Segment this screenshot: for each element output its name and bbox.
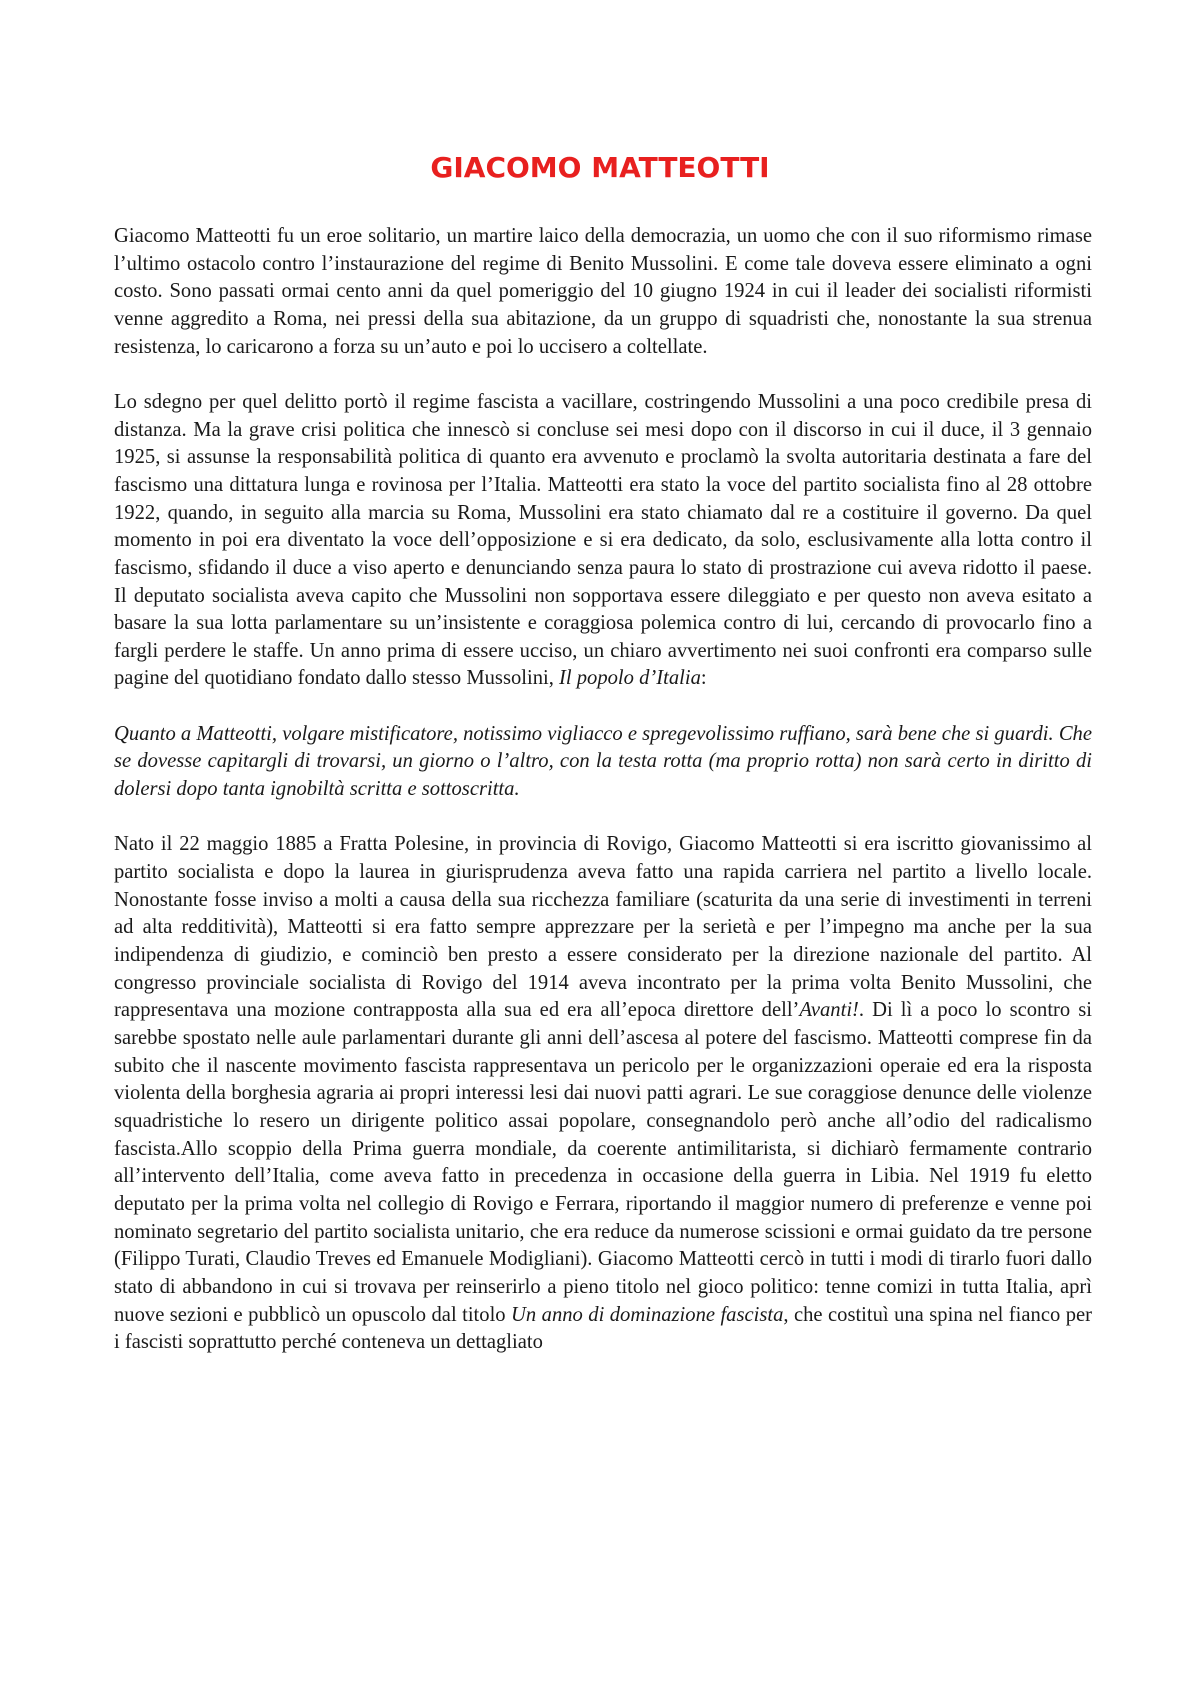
text-run: . Di lì a poco lo scontro si sarebbe spostato nelle aule parlamentari durante gli anni dell’ascesa al potere del fascismo. Matteotti comprese fin da subito che il nascente movimento fascista rappresentava un pericolo per le organizzazioni operaie ed era la risposta violenta della borghesia agraria ai propri interessi lesi dai nuovi patti agrari. Le sue coraggiose denunce delle violenze squadristiche lo resero un dirigente politico assai popolare, consegnandolo però anche all’odio del radicalismo fascista.Allo scoppio della Prima guerra mondiale, da coerente antimilitarista, si dichiarò fermamente contrario all’intervento dell’Italia, come aveva fatto in precedenza in occasione della guerra in Libia. Nel 1919 fu eletto deputato per la prima volta nel collegio di Rovigo e Ferrara, riportando il maggior numero di preferenze e venne poi nominato segretario del partito socialista unitario, che era reduce da numerose scissioni e ormai guidato da tre persone (Filippo Turati, Claudio Treves ed Emanuele Modigliani). Giacomo Matteotti cercò in tutti i modi di tirarlo fuori dallo stato di abbandono in cui si trovava per reinserirlo a pieno titolo nel gioco politico: tenne comizi in tutta Italia, aprì nuove sezioni e pubblicò un opuscolo dal titolo	[114, 999, 1092, 1326]
text-run: Lo sdegno per quel delitto portò il regime fascista a vacillare, costringendo Mussolini a una poco credibile presa di distanza. Ma la grave crisi politica che innescò si concluse sei mesi dopo con il discorso in cui il duce, il 3 gennaio 1925, si assunse la responsabilità politica di quanto era avvenuto e proclamò la svolta autoritaria destinata a fare del fascismo una dittatura lunga e rovinosa per l’Italia. Matteotti era stato la voce del partito socialista fino al 28 ottobre 1922, quando, in seguito alla marcia su Roma, Mussolini era stato chiamato dal re a costituire il governo. Da quel momento in poi era diventato la voce dell’opposizione e si era dedicato, da solo, esclusivamente alla lotta contro il fascismo, sfidando il duce a viso aperto e denunciando senza paura lo stato di prostrazione cui aveva ridotto il paese. Il deputato socialista aveva capito che Mussolini non sopportava essere dileggiato e per questo non aveva esitato a basare la sua lotta parlamentare su un’insistente e coraggiosa polemica contro di lui, cercando di provocarlo fino a fargli perdere le staffe. Un anno prima di essere ucciso, un chiaro avvertimento nei suoi confronti era comparso sulle pagine del quotidiano fondato dallo stesso Mussolini,	[114, 390, 1092, 690]
newspaper-title: Il popolo d’Italia	[559, 667, 701, 690]
quote-text: Quanto a Matteotti, volgare mistificatore, notissimo vigliacco e spregevolissimo ruffiano, sarà bene che si guardi. Che se dovesse capitargli di trovarsi, un giorno o l’altro, con la testa rotta (ma proprio rotta) non sarà certo in diritto di dolersi dopo tanta ignobiltà scritta e sottoscritta.	[114, 722, 1092, 801]
paragraph-2	[114, 389, 1092, 693]
paragraph-3-quote	[114, 721, 1092, 804]
text-run: :	[700, 667, 707, 690]
newspaper-title: Avanti!	[799, 999, 859, 1022]
paragraph-4	[114, 831, 1092, 1356]
book-title: Un anno di dominazione fascista	[511, 1303, 784, 1326]
document-title: GIACOMO MATTEOTTI	[430, 151, 770, 184]
text-run: Nato il 22 maggio 1885 a Fratta Polesine, in provincia di Rovigo, Giacomo Matteotti si era iscritto giovanissimo al partito socialista e dopo la laurea in giurisprudenza aveva fatto una rapida carriera nel partito a livello locale. Nonostante fosse inviso a molti a causa della sua ricchezza familiare (scaturita da una serie di investimenti in terreni ad alta redditività), Matteotti si era fatto sempre apprezzare per la serietà e per l’impegno ma anche per la sua indipendenza di giudizio, e cominciò ben presto a essere considerato per la direzione nazionale del partito. Al congresso provinciale socialista di Rovigo del 1914 aveva incontrato per la prima volta Benito Mussolini, che rappresentava una mozione contrapposta alla sua ed era all’epoca direttore dell’	[114, 833, 1092, 1022]
document-body	[114, 223, 1092, 1357]
text-run: Giacomo Matteotti fu un eroe solitario, un martire laico della democrazia, un uomo che con il suo riformismo rimase l’ultimo ostacolo contro l’instaurazione del regime di Benito Mussolini. E come tale doveva essere eliminato a ogni costo. Sono passati ormai cento anni da quel pomeriggio del 10 giugno 1924 in cui il leader dei socialisti riformisti venne aggredito a Roma, nei pressi della sua abitazione, da un gruppo di squadristi che, nonostante la sua strenua resistenza, lo caricarono a forza su un’auto e poi lo uccisero a coltellate.	[114, 225, 1092, 358]
paragraph-1	[114, 223, 1092, 361]
text-run: , che costituì una spina nel fianco per i fascisti soprattutto perché conteneva un dettagliato	[114, 1303, 1092, 1354]
